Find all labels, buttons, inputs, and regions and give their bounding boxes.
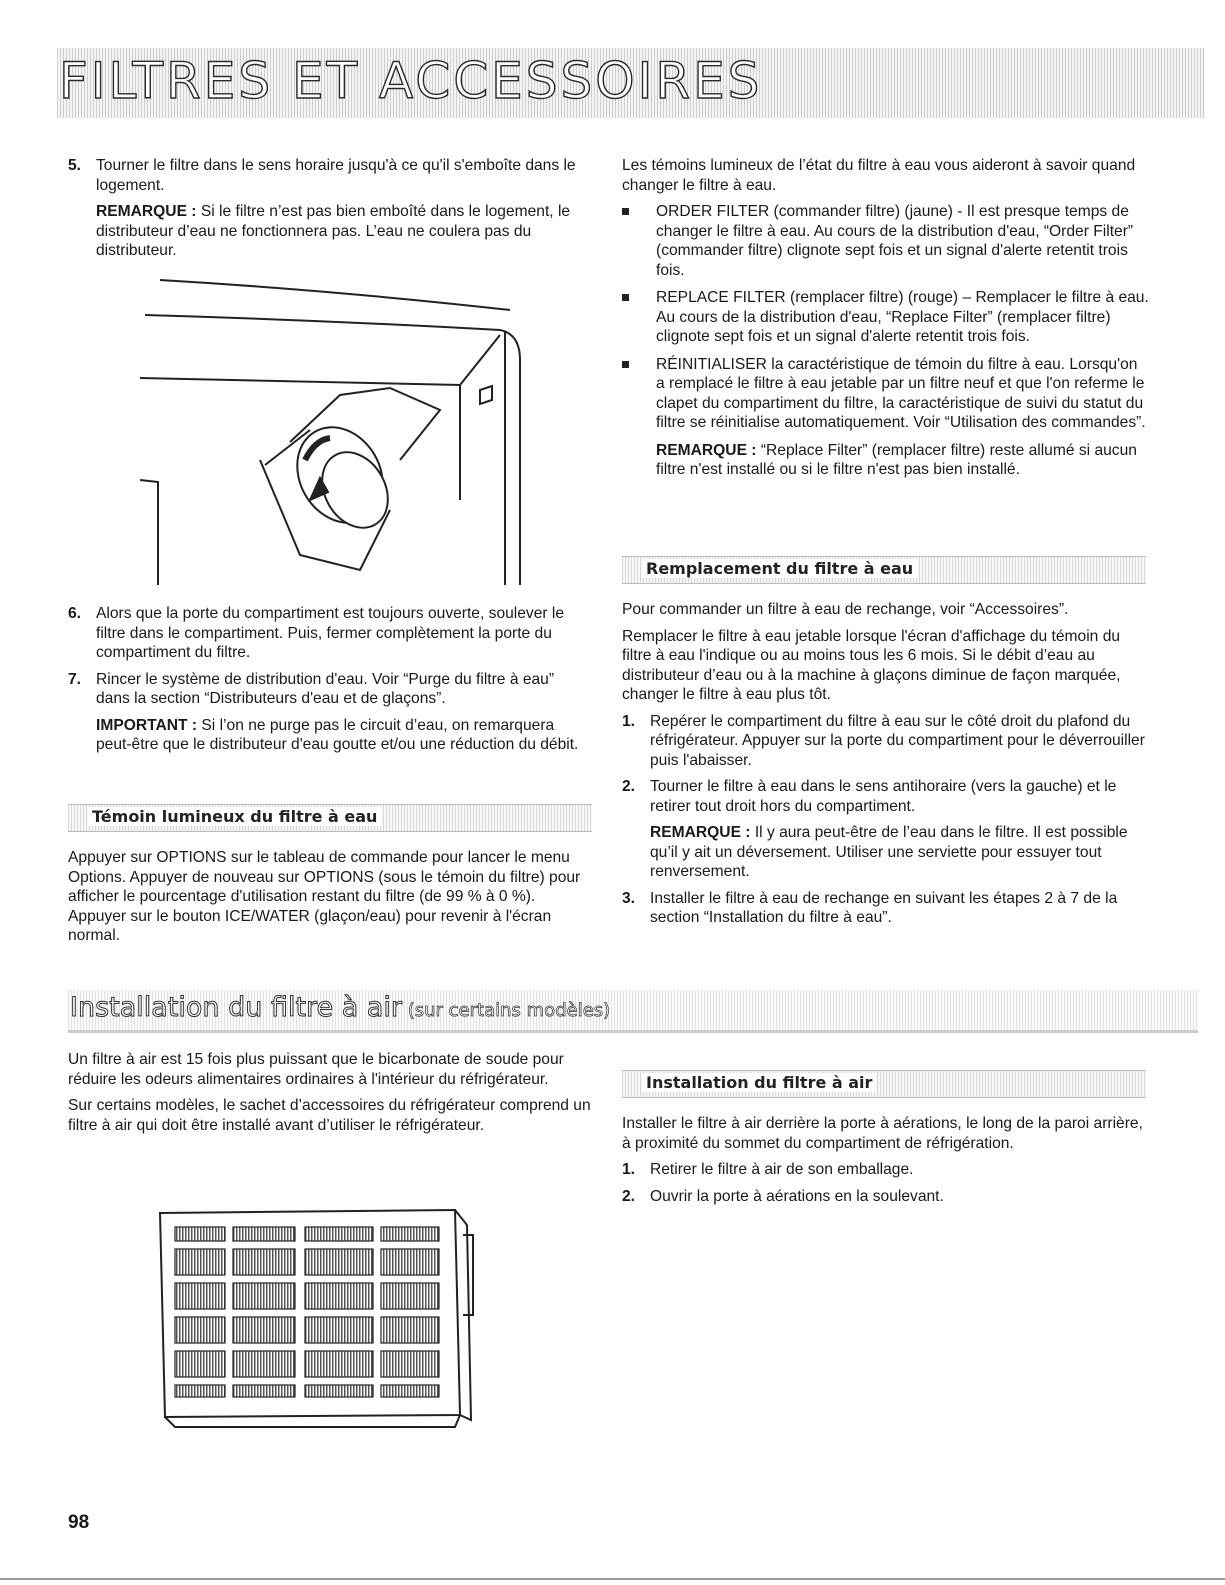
indicator-intro: Les témoins lumineux de l’état du filtre à eau vous aideront à savoir quand changer le filtre à eau. xyxy=(622,157,1136,194)
replace-heading-bar xyxy=(622,556,1146,584)
page-title: FILTRES ET ACCESSOIRES xyxy=(59,52,763,110)
page-header-banner xyxy=(57,48,1205,118)
step-7: 7. Rincer le système de distribution d'eau. Voir “Purge du filtre à eau” dans la section “Distributeurs d'eau et de glaçons”. xyxy=(68,670,555,707)
bullet-square-icon xyxy=(622,202,656,280)
bullet-square-icon xyxy=(622,355,656,433)
air-right-column xyxy=(622,1114,1150,1213)
right-column-top xyxy=(622,156,1150,487)
bullet-replace-filter: REPLACE FILTER (remplacer filtre) (rouge) – Remplacer le filtre à eau. Au cours de la distribution d'eau, “Replace Filter” (remplacer filtre) clignote sept fois et un signal d'alerte retentit trois fois. xyxy=(622,288,1150,347)
step-5: 5. Tourner le filtre dans le sens horaire jusqu'à ce qu'il s'emboîte dans le logement. xyxy=(68,157,576,194)
step-7-note: IMPORTANT : Si l’on ne purge pas le circuit d’eau, on remarquera peut-être que le distributeur d'eau goutte et/ou une réduction du débit. xyxy=(96,716,579,753)
install-air-heading-bar xyxy=(622,1070,1146,1098)
water-filter-illustration xyxy=(140,270,530,600)
step-6: 6. Alors que la porte du compartiment est toujours ouverte, soulever le filtre dans le compartiment. Puis, fermer complètement la porte du compartiment du filtre. xyxy=(68,605,565,661)
replace-step-2-note: REMARQUE : Il y aura peut-être de l’eau dans le filtre. Il est possible qu’il y ait un déversement. Utiliser une serviette pour essuyer tout renversement. xyxy=(650,824,1128,880)
replace-step-2: 2. Tourner le filtre à eau dans le sens antihoraire (vers la gauche) et le retirer tout droit hors du compartiment. xyxy=(622,778,1117,815)
page-number: 98 xyxy=(68,1512,90,1533)
indicator-heading: Témoin lumineux du filtre à eau xyxy=(88,807,381,826)
indicator-text: Appuyer sur OPTIONS sur le tableau de commande pour lancer le menu Options. Appuyer de nouveau sur OPTIONS (sous le témoin du filtre) pour afficher le pourcentage d'utilisation restant du filtre (de 99 % à 0 %). Appuyer sur le bouton ICE/WATER (glaçon/eau) pour revenir à l'écran normal. xyxy=(68,849,581,944)
replace-step-1: 1. Repérer le compartiment du filtre à eau sur le côté droit du plafond du réfrigérateur. Appuyer sur la porte du compartiment pour le déverrouiller puis l'abaisser. xyxy=(622,712,1145,769)
air-filter-title: Installation du filtre à air xyxy=(70,992,403,1023)
indicator-heading-bar xyxy=(68,804,592,832)
bullet-reset: RÉINITIALISER la caractéristique de témoin du filtre à eau. Lorsqu'on a remplacé le filtre à eau jetable par un filtre neuf et que l'on referme le clapet du compartiment du filtre, la caractéristique de suivi du statut du filtre se réinitialise automatiquement. Voir “Utilisation des commandes”. xyxy=(622,355,1150,433)
left-column-middle xyxy=(68,604,588,762)
replace-step-3: 3. Installer le filtre à eau de rechange en suivant les étapes 2 à 7 de la section “Installation du filtre à eau”. xyxy=(622,889,1118,926)
air-filter-subtitle: (sur certains modèles) xyxy=(402,1000,611,1021)
replace-heading: Remplacement du filtre à eau xyxy=(642,559,917,578)
bullet-note: REMARQUE : “Replace Filter” (remplacer filtre) reste allumé si aucun filtre n'est installé ou si le filtre n'est pas bien installé. xyxy=(656,441,1137,478)
air-step-2: 2. Ouvrir la porte à aérations en la soulevant. xyxy=(622,1187,944,1205)
bullet-order-filter: ORDER FILTER (commander filtre) (jaune) - Il est presque temps de changer le filtre à eau. Au cours de la distribution d'eau, “Order Filter” (commander filtre) clignote sept fois et un signal d'alerte retentit trois fois. xyxy=(622,202,1150,280)
install-air-heading: Installation du filtre à air xyxy=(642,1073,876,1092)
air-filter-illustration xyxy=(155,1205,485,1430)
replace-paragraph-2: Remplacer le filtre à eau jetable lorsque l'écran d'affichage du témoin du filtre à eau l'indique ou au moins tous les 6 mois. Si le débit d’eau au distributeur d’eau ou à la machine à glaçons diminue de façon marquée, changer le filtre à eau plus tôt. xyxy=(622,627,1121,703)
bullet-square-icon xyxy=(622,288,656,347)
indicator-section xyxy=(68,848,592,953)
air-paragraph-1: Un filtre à air est 15 fois plus puissant que le bicarbonate de soude pour réduire les odeurs alimentaires ordinaires à l'intérieur du réfrigérateur. xyxy=(68,1051,564,1088)
replace-section xyxy=(622,600,1150,935)
air-step-1: 1. Retirer le filtre à air de son emballage. xyxy=(622,1161,914,1178)
air-filter-section-heading xyxy=(68,990,1198,1033)
left-column-top xyxy=(68,156,588,268)
install-air-paragraph: Installer le filtre à air derrière la porte à aérations, le long de la paroi arrière, à proximité du sommet du compartiment de réfrigération. xyxy=(622,1115,1143,1152)
air-left-column xyxy=(68,1050,592,1142)
step-5-note: REMARQUE : Si le filtre n’est pas bien emboîté dans le logement, le distributeur d’eau ne fonctionnera pas. L’eau ne coulera pas du distributeur. xyxy=(96,203,571,259)
replace-paragraph-1: Pour commander un filtre à eau de rechange, voir “Accessoires”. xyxy=(622,601,1069,618)
air-paragraph-2: Sur certains modèles, le sachet d’accessoires du réfrigérateur comprend un filtre à air qui doit être installé avant d’utiliser le réfrigérateur. xyxy=(68,1097,591,1134)
footer-rule xyxy=(0,1578,1225,1580)
